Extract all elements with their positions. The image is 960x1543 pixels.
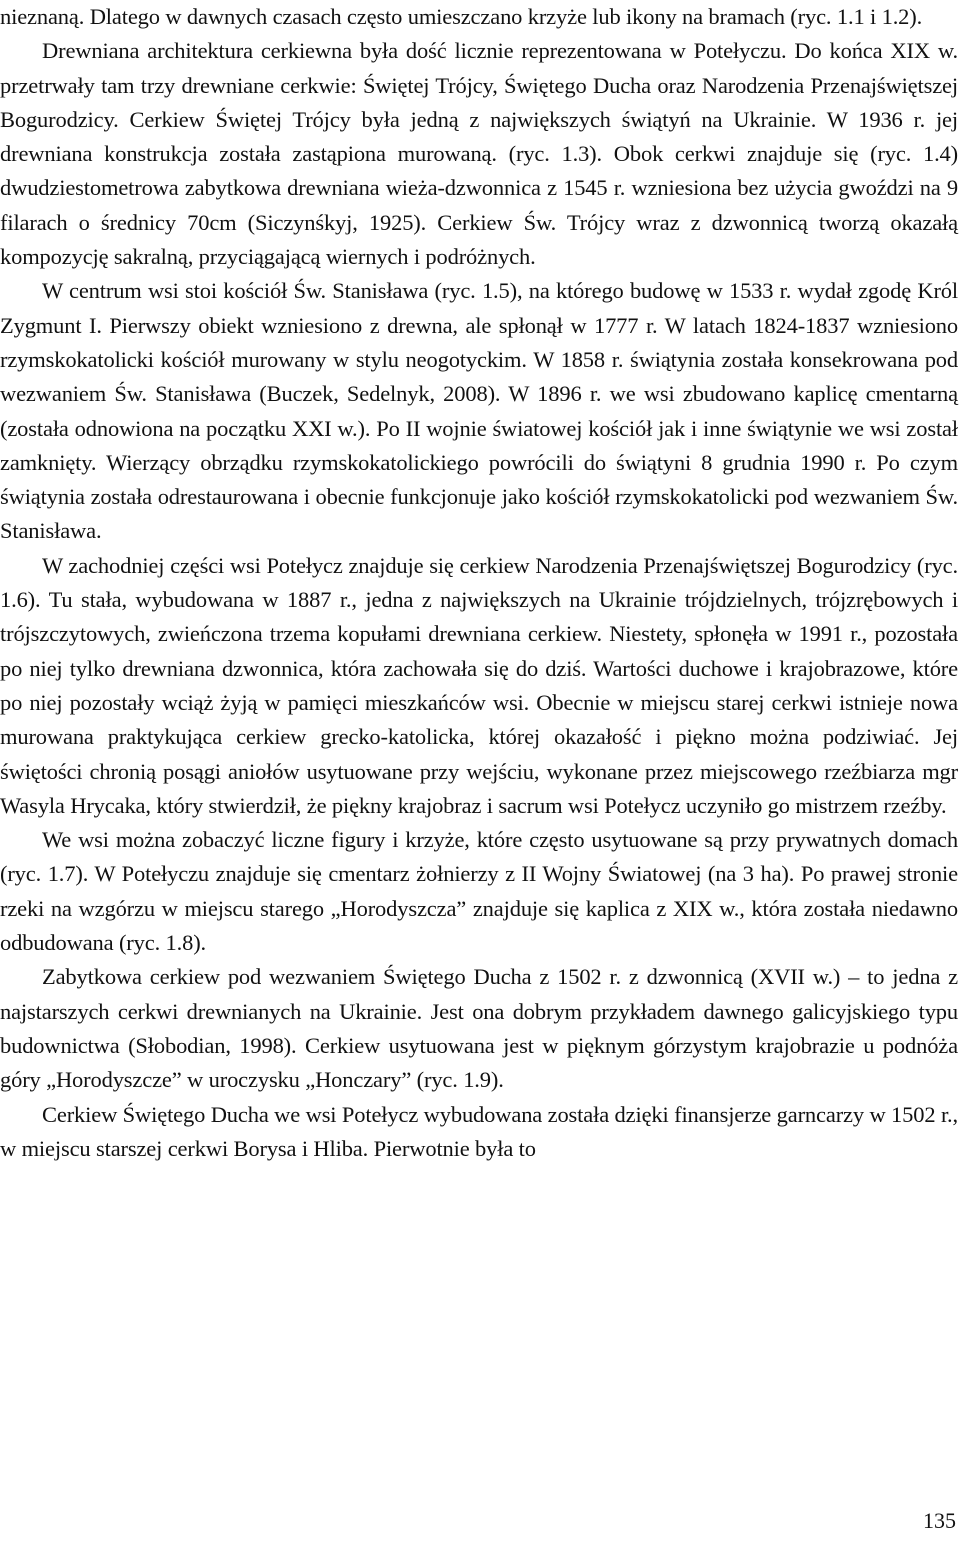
- paragraph-4: W zachodniej części wsi Potełycz znajduje się cerkiew Narodzenia Przenajświętszej Bogurodzicy (ryc. 1.6). Tu stała, wybudowana w 1887 r., jedna z największych na Ukrainie trójdzielnych, trójzrębowych i trójszczytowych, zwieńczona trzema kopułami drewniana cerkiew. Niestety, spłonęła w 1991 r., pozostała po niej tylko drewniana dzwonnica, która zachowała się do dziś. Wartości duchowe i krajobrazowe, które po niej pozostały wciąż żyją w pamięci mieszkańców wsi. Obecnie w miejscu starej cerkwi istnieje nowa murowana praktykująca cerkiew grecko-katolicka, której okazałość i piękno można podziwiać. Jej świętości chronią posągi aniołów usytuowane przy wejściu, wykonane przez miejscowego rzeźbiarza mgr Wasyla Hrycaka, który stwierdził, że piękny krajobraz i sacrum wsi Potełycz uczyniło go mistrzem rzeźby.: [0, 552, 958, 818]
- paragraph-5: We wsi można zobaczyć liczne figury i krzyże, które często usytuowane są przy prywatnych domach (ryc. 1.7). W Potełyczu znajduje się cmentarz żołnierzy z II Wojny Światowej (na 3 ha). Po prawej stronie rzeki na wzgórzu w miejscu starego „Horodyszcza” znajduje się kaplica z XIX w., która została niedawno odbudowana (ryc. 1.8).: [0, 827, 958, 956]
- paragraph-1: nieznaną. Dlatego w dawnych czasach często umieszczano krzyże lub ikony na bramach (ryc. 1.1 i 1.2).: [0, 4, 923, 29]
- paragraph-2: Drewniana architektura cerkiewna była dość licznie reprezentowana w Potełyczu. Do końca XIX w. przetrwały tam trzy drewniane cerkwie: Świętej Trójcy, Świętego Ducha oraz Narodzenia Przenajświętszej Bogurodzicy. Cerkiew Świętej Trójcy była jedną z największych świątyń na Ukrainie. W 1936 r. jej drewniana konstrukcja została zastąpiona murowaną. (ryc. 1.3). Obok cerkwi znajduje się (ryc. 1.4) dwudziestometrowa zabytkowa drewniana wieża-dzwonnica z 1545 r. wzniesiona bez użycia gwoździ na 9 filarach o średnicy 70cm (Siczynśkyj, 1925). Cerkiew Św. Trójcy wraz z dzwonnicą tworzą okazałą kompozycję sakralną, przyciągającą wiernych i podróżnych.: [0, 38, 958, 270]
- paragraph-6: Zabytkowa cerkiew pod wezwaniem Świętego Ducha z 1502 r. z dzwonnicą (XVII w.) – to jedna z najstarszych cerkwi drewnianych na Ukrainie. Jest ona dobrym przykładem dawnego galicyjskiego typu budownictwa (Słobodian, 1998). Cerkiew usytuowana jest w pięknym górzystym krajobrazie u podnóża góry „Horodyszcze” w uroczysku „Honczary” (ryc. 1.9).: [0, 964, 958, 1093]
- page-number: 135: [923, 1508, 956, 1533]
- paragraph-3: W centrum wsi stoi kościół Św. Stanisława (ryc. 1.5), na którego budowę w 1533 r. wydał zgodę Król Zygmunt I. Pierwszy obiekt wzniesiono z drewna, ale spłonął w 1777 r. W latach 1824-1837 wzniesiono rzymskokatolicki kościół murowany w stylu neogotyckim. W 1858 r. świątynia została konsekrowana pod wezwaniem Św. Stanisława (Buczek, Sedelnyk, 2008). W 1896 r. we wsi zbudowano kaplicę cmentarną (została odnowiona na początku XXI w.). Po II wojnie światowej kościół jak i inne świątynie we wsi został zamknięty. Wierzący obrządku rzymskokatolickiego powrócili do świątyni 8 grudnia 1990 r. Po czym świątynia została odrestaurowana i obecnie funkcjonuje jako kościół rzymskokatolicki pod wezwaniem Św. Stanisława.: [0, 278, 958, 544]
- paragraph-7: Cerkiew Świętego Ducha we wsi Potełycz wybudowana została dzięki finansjerze garncarzy w 1502 r., w miejscu starszej cerkwi Borysa i Hliba. Pierwotnie była to: [0, 1101, 958, 1161]
